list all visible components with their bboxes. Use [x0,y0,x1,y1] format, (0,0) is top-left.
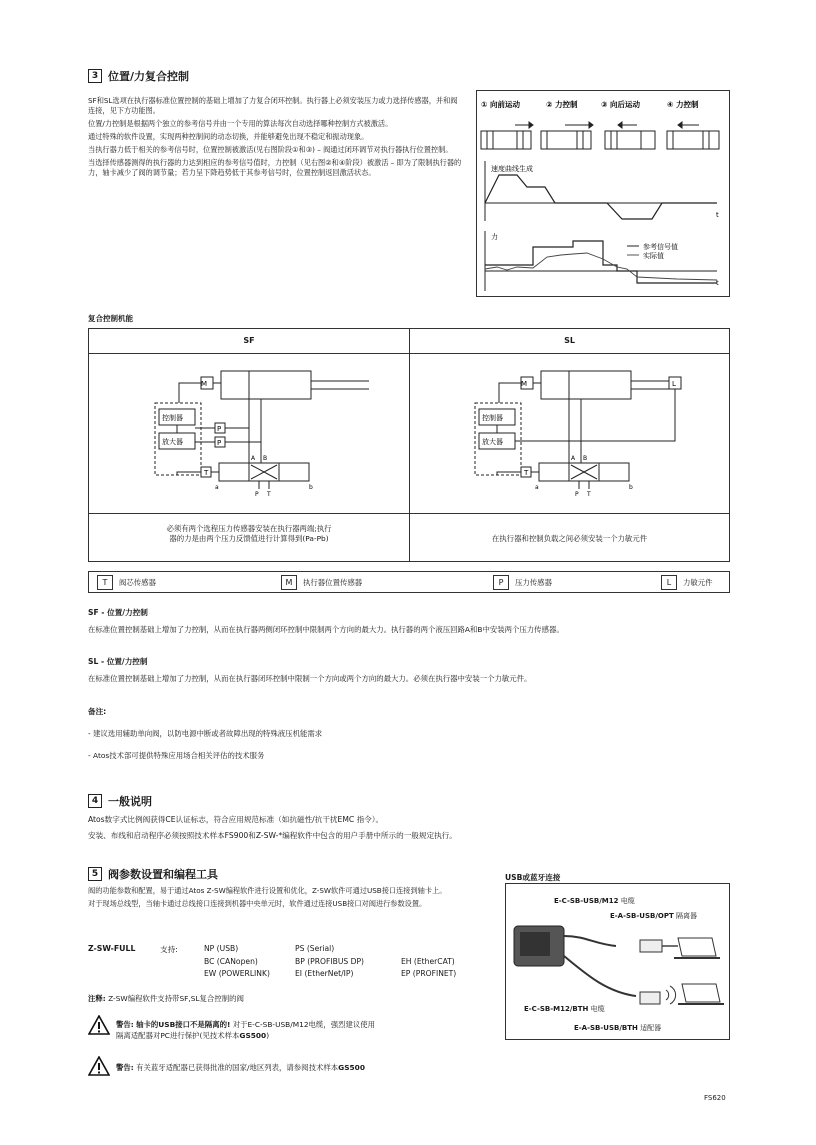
section4-line: 安装、布线和启动程序必须按照技术样本FS900和Z-SW-*编程软件中包含的用户手册中所示的一般规定执行。 [88,831,457,840]
adapter-word: 适配器 [640,1024,662,1032]
sensor-m: M [521,380,528,388]
legend-symbol: P [493,575,509,590]
port-t: T [267,491,271,498]
solenoid-a: a [215,484,219,491]
sl-caption: 在执行器和控制负载之间必须安装一个力敏元件 [491,534,648,543]
bus-item: EP (PROFINET) [401,969,457,978]
wireless-icon [666,986,676,1004]
column-divider [409,353,410,561]
port-a: A [571,455,576,462]
actual-line [485,253,717,280]
force-label: 力 [491,233,498,241]
reference-line [485,241,717,283]
actuator-sketch [605,122,655,149]
warning-text: 隔离适配器对PC进行保护(见技术样本 [116,1031,240,1040]
section-number: 4 [88,794,102,808]
bus-item: PS (Serial) [295,944,335,953]
adapter-bt-caption [574,1023,661,1033]
cable-usb: E-C-SB-USB/M12 [554,897,619,905]
paragraph: 阀的功能参数和配置，易于通过Atos Z-SW编程软件进行设置和优化，Z-SW软件可通过USB接口连接到轴卡上。 [88,886,447,895]
warning-bold-text: 轴卡的USB接口不是隔离的! [136,1020,231,1029]
laptop-icon [678,984,724,1004]
note-title: 备注: [88,707,107,716]
cable-word: 电缆 [620,897,635,905]
legend-actual: 实际值 [643,252,664,260]
phase-diagram-svg [477,91,729,296]
sensor-l: L [672,380,676,388]
warning-ref: GS500 [338,1063,365,1072]
port-b: B [583,455,588,462]
sf-caption [89,524,409,544]
row-divider [89,513,729,514]
bus-table [204,943,484,981]
paragraph: 当选择传感器测得的执行器的力达到相应的参考信号值时，力控制（见右图②和④阶段）被激活 – 即为了限制执行器的力，轴卡减少了阀的调节量；若力呈下降趋势低于其参考信号时，位置控制返回激活状态。 [88,158,462,177]
warning-icon [88,1015,110,1035]
bt-cable [564,956,636,996]
sf-caption-line: 必须有两个选程压力传感器安装在执行器两端;执行 [166,524,332,533]
sf-title: SF - 位置/力控制 [88,608,148,617]
axis-card-image [514,926,564,966]
isolator-box [640,940,662,952]
note-line: - Atos技术部可提供特殊应用场合相关评估的技术服务 [88,751,265,760]
usb-bt-illustration [506,884,729,1039]
legend-symbol: L [661,575,677,590]
controller-label: 控制器 [162,414,183,422]
sf-text: 在标准位置控制基础上增加了力控制，从而在执行器两侧闭环控制中限制两个方向的最大力。执行器的两个液压回路A和B中安装两个压力传感器。 [88,625,564,634]
legend-ref: 参考信号值 [643,243,678,251]
sf-caption-line: 器的力是由两个压力反馈值进行计算得到(Pa-Pb) [169,534,329,543]
warning-text: 对于E-C-SB-USB/M12电缆，强烈建议使用 [230,1020,376,1029]
section-title: 一般说明 [108,795,152,808]
support-label: 支持: [160,945,178,954]
sensor-p: P [217,439,222,447]
warning-text: ) [266,1031,270,1040]
actuator-sketch [481,122,533,149]
piston-rod [311,381,369,389]
port-p: P [255,491,259,498]
amplifier-label: 放大器 [162,438,183,446]
phase-diagram [476,90,730,297]
section-title: 位置/力复合控制 [108,70,190,83]
usb-cable [564,936,616,946]
solenoid-b: b [629,484,633,491]
paragraph: 当执行器力低于相关的参考信号时，位置控制被激活(见右图阶段①和③) – 阀通过闭环调节对执行器执行位置控制。 [88,145,453,154]
column-header-sf: SF [89,329,410,354]
t-label: t [716,279,719,287]
bus-item: EI (EtherNet/IP) [295,969,354,978]
note-row [88,993,244,1004]
cable-word: 电缆 [590,1005,605,1013]
cable-bt-caption [524,1004,605,1014]
composite-heading: 复合控制机能 [88,314,133,323]
port-p: P [575,491,579,498]
piston-rod [631,381,669,389]
cylinder [221,371,311,399]
warning1 [116,1019,476,1041]
bus-item: NP (USB) [204,944,239,953]
warning-label: 警告: [116,1020,134,1029]
warning-text: 有关蓝牙适配器已获得批准的国家/地区列表，请参阅技术样本 [133,1063,339,1072]
speed-curve [485,175,717,219]
bus-item: BP (PROFIBUS DP) [295,956,364,966]
section4-line: Atos数字式比例阀获得CE认证标志，符合应用规范标准（如抗磁性/抗干扰EMC 指令）。 [88,815,384,824]
legend-item [281,575,362,590]
laptop-icon [674,938,720,958]
section-number: 3 [88,69,102,83]
speed-label: 速度曲线生成 [491,165,533,173]
usb-bt-diagram [505,883,730,1040]
solenoid-a: a [535,484,539,491]
legend-label: 阀芯传感器 [119,578,156,587]
port-b: B [263,455,268,462]
sensor-t: T [204,469,209,477]
warning-icon [88,1056,110,1076]
amplifier-label: 放大器 [482,438,503,446]
solenoid-b: b [309,484,313,491]
sl-text: 在标准位置控制基础上增加了力控制，从而在执行器闭环控制中限制一个方向或两个方向的最大力。必须在执行器中安装一个力敏元件。 [88,674,532,683]
legend-symbol: M [281,575,297,590]
warning-ref: GS500 [239,1031,267,1040]
usb-bt-title: USB或蓝牙连接 [505,873,561,882]
sensor-p: P [217,425,222,433]
legend-label: 执行器位置传感器 [303,578,363,587]
sensor-t: T [524,469,529,477]
bus-item: EW (POWERLINK) [204,969,270,978]
bus-item: EH (EtherCAT) [401,956,455,966]
legend-item [661,575,713,590]
paragraph: 对于现场总线型，当轴卡通过总线接口连接到机器中央单元时，软件通过连接USB接口对阀进行参数设置。 [88,899,427,908]
section-number: 5 [88,867,102,881]
note-line: - 建议选用辅助单向阀，以防电源中断或者故障出现的特殊液压机能需求 [88,729,323,738]
controller-label: 控制器 [482,414,503,422]
port-a: A [251,455,256,462]
sl-title: SL - 位置/力控制 [88,657,148,666]
footer-code: FS620 [704,1094,726,1102]
legend-symbol: T [97,575,113,590]
phase-label: ① 向前运动 [481,100,520,109]
actuator-sketch [667,122,719,149]
symbol-legend [88,571,730,593]
composite-table [88,328,730,562]
phase-label: ② 力控制 [546,100,578,109]
bus-row [204,956,484,969]
zsw-label: Z-SW-FULL [88,944,136,953]
legend-label: 力敏元件 [683,578,713,587]
bus-row [204,968,484,981]
column-header-sl: SL [410,329,729,354]
paragraph: 位置/力控制是根据两个独立的参考信号并由一个专用的算法每次自动选择哪种控制方式被激活。 [88,119,393,128]
bus-item: BC (CANopen) [204,956,258,966]
adapter-bt: E-A-SB-USB/BTH [574,1024,638,1032]
sf-schematic [149,363,369,503]
section-title: 阀参数设置和编程工具 [108,868,218,881]
legend-item [97,575,156,590]
bus-row [204,943,484,956]
legend-label: 压力传感器 [515,578,552,587]
cable-bt: E-C-SB-M12/BTH [524,1005,589,1013]
warning2 [116,1062,365,1073]
isolator-word: 隔离器 [676,912,697,920]
section3-text [88,96,463,181]
adapter-usb: E-A-SB-USB/OPT [610,912,674,920]
actuator-sketch [541,122,593,149]
legend-item [493,575,552,590]
t-label: t [716,211,719,219]
section5-text [88,886,468,912]
phase-label: ③ 向后运动 [601,100,640,109]
warning-label: 警告: [116,1063,134,1072]
note-text: Z-SW编程软件支持带SF,SL复合控制的阀 [108,994,244,1003]
note-label: 注释: [88,994,106,1003]
port-t: T [587,491,591,498]
bt-adapter-box [640,992,660,1004]
phase-label: ④ 力控制 [667,100,699,109]
paragraph: SF和SL选项在执行器标准位置控制的基础上增加了力复合闭环控制。执行器上必须安装压力或力选择传感器，并和阀连接，见下方功能图。 [88,96,458,115]
sl-schematic [469,363,689,503]
paragraph: 通过特殊的软件设置，实现两种控制间的动态切换，并能够避免出现不稳定和振动现象。 [88,132,369,141]
sensor-m: M [201,380,208,388]
cylinder [541,371,631,399]
